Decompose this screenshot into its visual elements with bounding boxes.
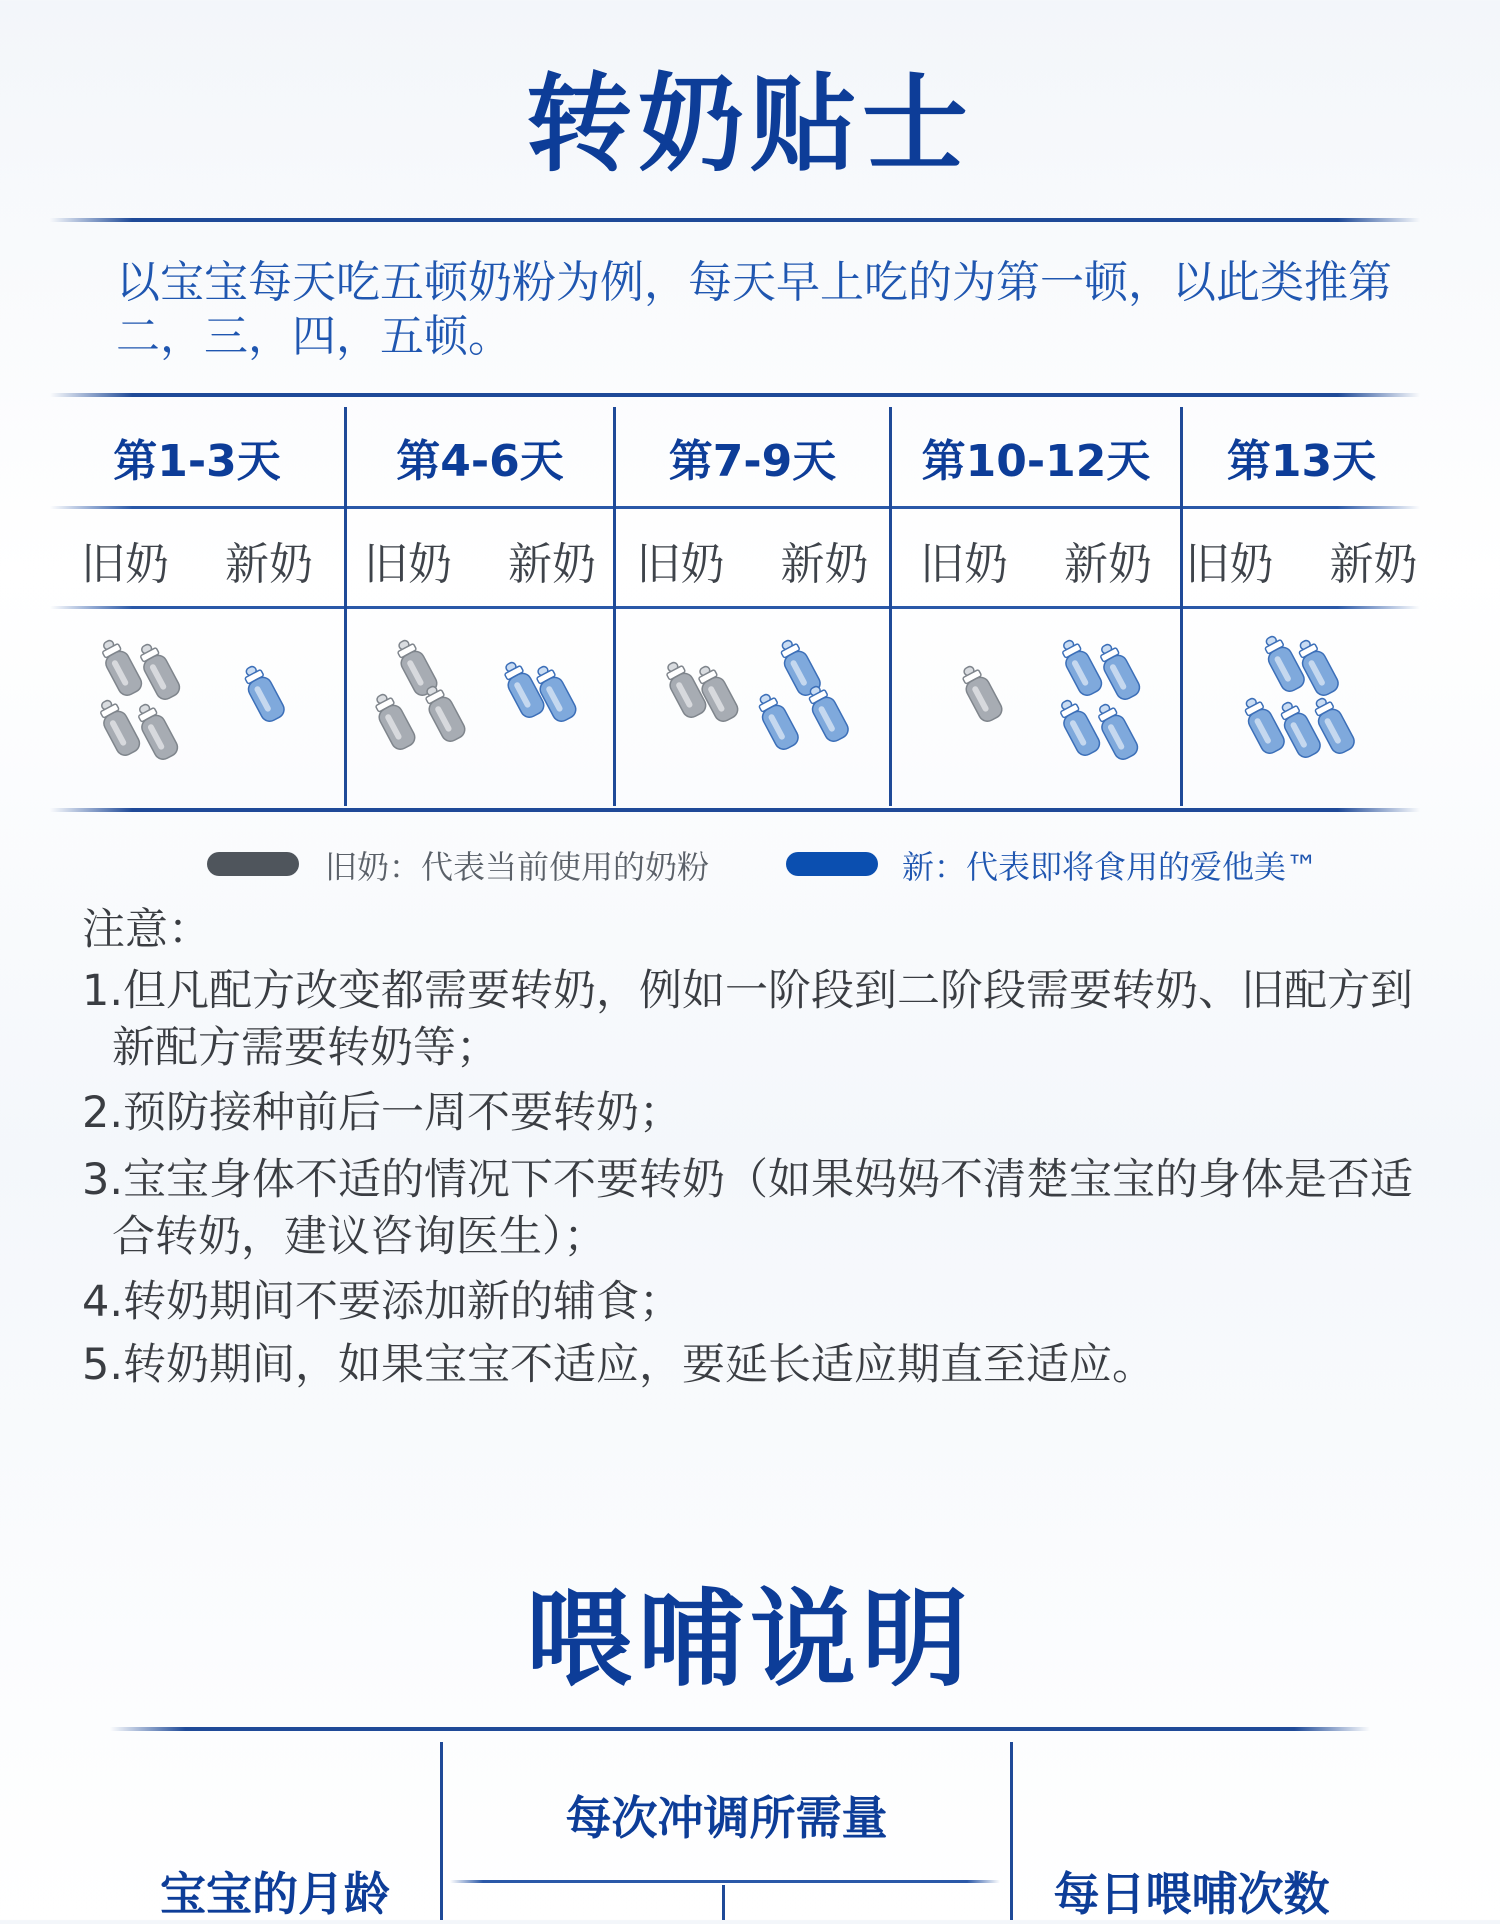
- section-title-transition: 转奶贴士: [526, 63, 974, 186]
- intro-text: 以宝宝每天吃五顿奶粉为例，每天早上吃的为第一顿，以此类推第二，三，四，五顿。: [116, 257, 1392, 362]
- new-milk-label: 新奶: [1063, 539, 1152, 590]
- new-milk-bottle-icon: [1056, 636, 1104, 698]
- bottles-illustration: [347, 610, 613, 805]
- new-milk-label: 新奶: [224, 539, 313, 590]
- old-milk-bottle-icon: [419, 682, 467, 744]
- old-milk-label: 旧奶: [364, 539, 452, 590]
- new-milk-bottle-icon: [1054, 696, 1102, 758]
- legend-new-swatch: [786, 852, 878, 876]
- feeding-table-top-rule: [110, 1727, 1370, 1731]
- old-new-labels: [50, 528, 344, 592]
- schedule-column: [616, 397, 889, 808]
- note-item: 1.但凡配方改变都需要转奶，例如一阶段到二阶段需要转奶、旧配方到新配方需要转奶等；: [82, 966, 1414, 1073]
- old-milk-label: 旧奶: [1185, 539, 1274, 590]
- new-milk-bottle-icon: [753, 690, 801, 752]
- legend-old-swatch: [207, 852, 299, 876]
- legend-new-text: 新：代表即将食用的爱他美™: [902, 848, 1319, 886]
- schedule-column: [892, 397, 1180, 808]
- new-milk-bottle-icon: [1239, 694, 1287, 756]
- new-milk-bottle-icon: [1094, 640, 1142, 702]
- bottles-illustration: [616, 610, 889, 805]
- schedule-column: [347, 397, 613, 808]
- note-item: 4.转奶期间不要添加新的辅食；: [82, 1277, 683, 1327]
- old-new-labels: [616, 528, 889, 592]
- notes-block: [82, 902, 1422, 1394]
- notes-title: 注意：: [82, 905, 211, 955]
- sub-header-rule: [450, 1880, 1000, 1883]
- bottles-illustration: [50, 610, 344, 805]
- old-new-labels: [892, 528, 1180, 592]
- new-milk-label: 新奶: [1329, 539, 1418, 590]
- new-milk-bottle-icon: [1275, 698, 1323, 760]
- old-milk-bottle-icon: [94, 696, 142, 758]
- header-amount-per-feed: 每次冲调所需量: [565, 1791, 888, 1845]
- day-range-header: 第7-9天: [668, 436, 837, 487]
- table-bottom-rule: [50, 808, 1420, 812]
- day-range-header: 第4-6天: [396, 436, 564, 487]
- header-baby-age: 宝宝的月龄: [160, 1867, 390, 1921]
- old-new-labels: [1183, 528, 1420, 592]
- old-milk-label: 旧奶: [636, 539, 725, 590]
- old-milk-label: 旧奶: [920, 539, 1008, 590]
- schedule-column: [50, 397, 344, 808]
- new-milk-bottle-icon: [239, 662, 287, 724]
- old-milk-bottle-icon: [132, 700, 180, 762]
- header-feeds-per-day: 每日喂哺次数: [1053, 1867, 1330, 1921]
- divider: [50, 218, 1420, 222]
- day-range-header: 第10-12天: [921, 436, 1151, 487]
- new-milk-bottle-icon: [1259, 632, 1307, 694]
- old-milk-bottle-icon: [96, 636, 144, 698]
- new-milk-label: 新奶: [507, 539, 596, 590]
- note-item: 2.预防接种前后一周不要转奶；: [82, 1088, 683, 1138]
- new-milk-bottle-icon: [1092, 700, 1140, 762]
- new-milk-bottle-icon: [803, 682, 851, 744]
- day-range-header: 第13天: [1226, 436, 1377, 487]
- old-milk-label: 旧奶: [81, 539, 169, 590]
- section-title-feeding: 喂哺说明: [526, 1578, 974, 1701]
- schedule-column: [1183, 397, 1420, 808]
- old-milk-bottle-icon: [957, 662, 1005, 724]
- old-new-labels: [347, 528, 613, 592]
- bottles-illustration: [1183, 610, 1420, 805]
- new-milk-label: 新奶: [780, 539, 869, 590]
- column-divider: [722, 1885, 725, 1920]
- old-milk-bottle-icon: [369, 690, 417, 752]
- note-item: 3.宝宝身体不适的情况下不要转奶（如果妈妈不清楚宝宝的身体是否适合转奶，建议咨询医生）；: [82, 1155, 1414, 1262]
- new-milk-bottle-icon: [1293, 636, 1341, 698]
- day-range-header: 第1-3天: [113, 436, 281, 487]
- bottles-illustration: [892, 610, 1180, 805]
- legend-old-text: 旧奶：代表当前使用的奶粉: [325, 848, 710, 886]
- old-milk-bottle-icon: [134, 640, 182, 702]
- note-item: 5.转奶期间，如果宝宝不适应，要延长适应期直至适应。: [82, 1340, 1156, 1390]
